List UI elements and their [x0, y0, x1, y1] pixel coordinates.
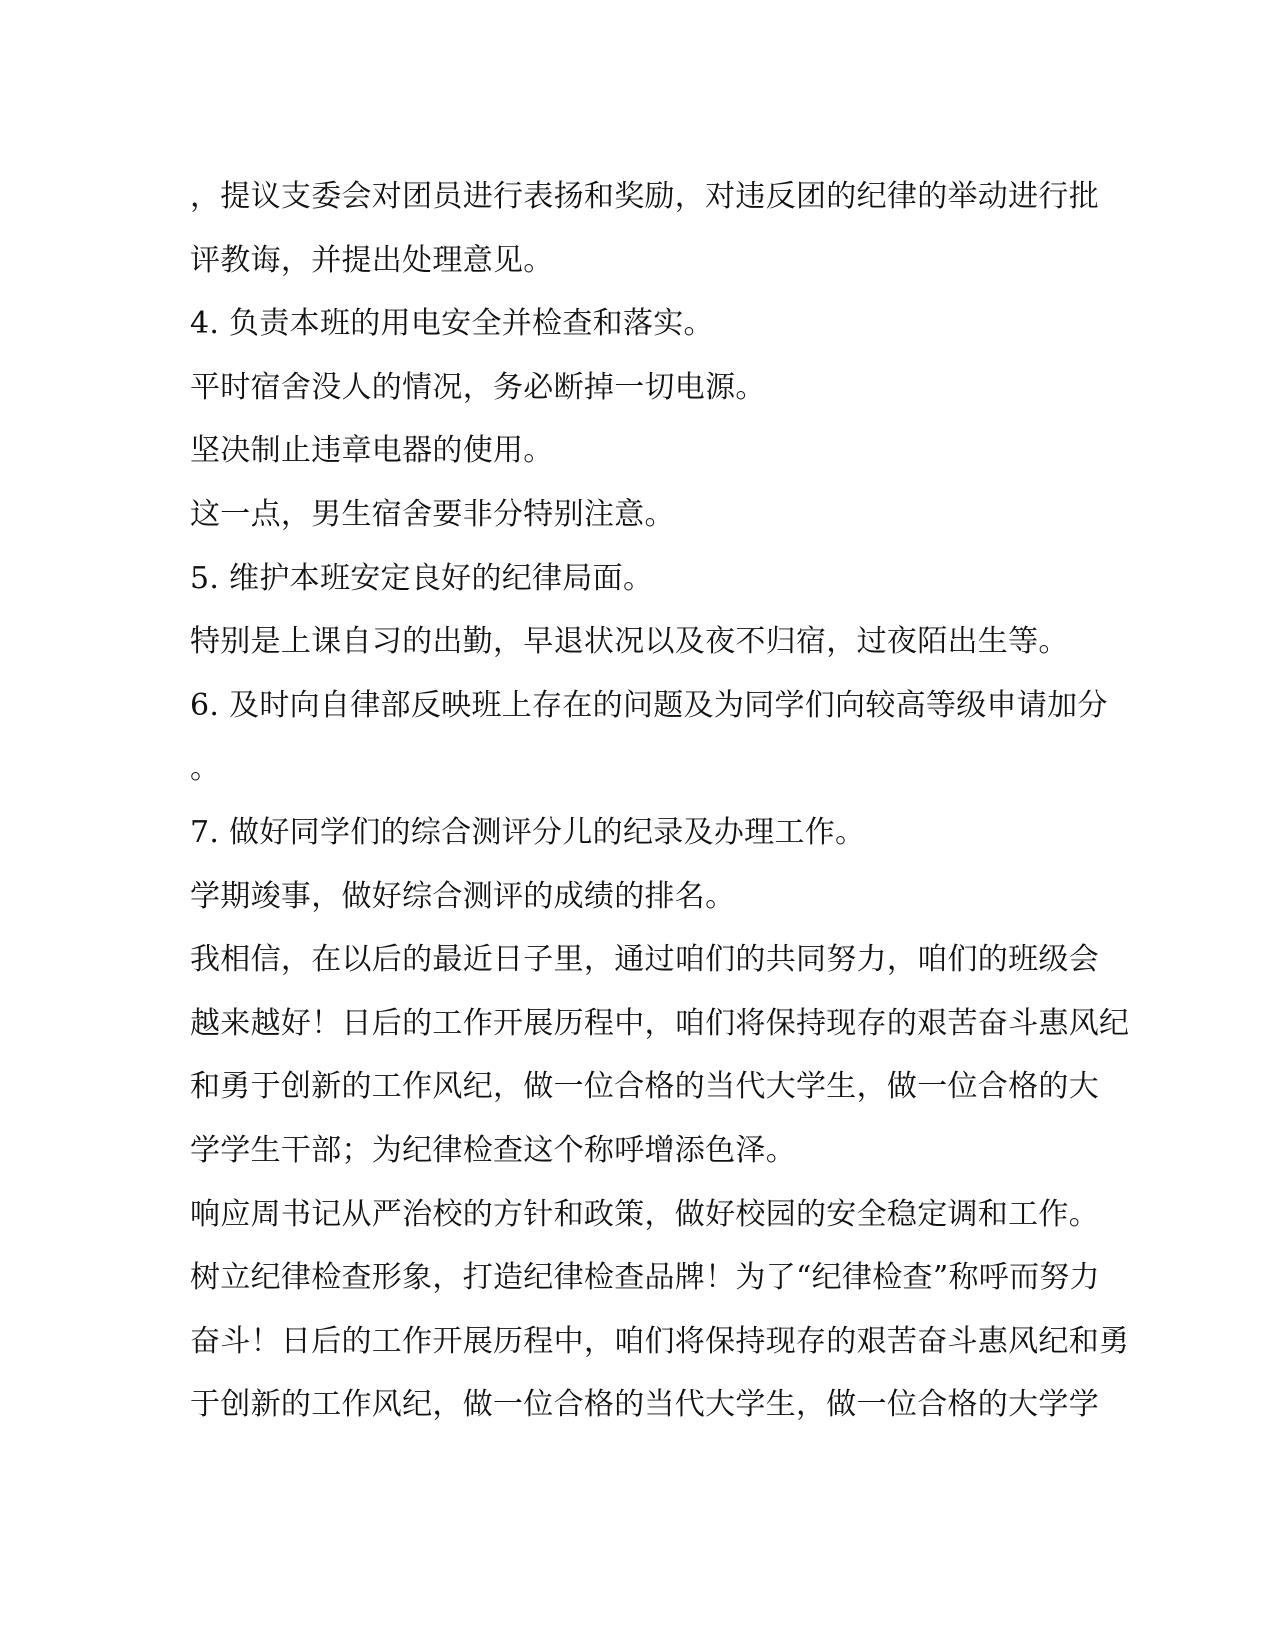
text-line: 6. 及时向自律部反映班上存在的问题及为同学们向较高等级申请加分: [190, 687, 1108, 723]
text-line: 奋斗！日后的工作开展历程中，咱们将保持现存的艰苦奋斗惠风纪和勇: [190, 1323, 1130, 1359]
text-line: 这一点，男生宿舍要非分特别注意。: [190, 496, 675, 532]
text-line: 学期竣事，做好综合测评的成绩的排名。: [190, 878, 736, 914]
text-line: 越来越好！日后的工作开展历程中，咱们将保持现存的艰苦奋斗惠风纪: [190, 1005, 1130, 1041]
text-line: 4. 负责本班的用电安全并检查和落实。: [190, 306, 714, 342]
text-line: 特别是上课自习的出勤，早退状况以及夜不归宿，过夜陌出生等。: [190, 624, 1069, 660]
text-line: 和勇于创新的工作风纪，做一位合格的当代大学生，做一位合格的大: [190, 1069, 1099, 1105]
text-line: 。: [190, 751, 221, 787]
text-line: 平时宿舍没人的情况，务必断掉一切电源。: [190, 369, 766, 405]
text-line: 响应周书记从严治校的方针和政策，做好校园的安全稳定调和工作。: [190, 1196, 1099, 1232]
text-line: ，提议支委会对团员进行表扬和奖励，对违反团的纪律的举动进行批: [190, 179, 1099, 214]
text-line: 评教诲，并提出处理意见。: [190, 242, 554, 278]
text-line: 于创新的工作风纪，做一位合格的当代大学生，做一位合格的大学学: [190, 1387, 1099, 1423]
text-line: 我相信，在以后的最近日子里，通过咱们的共同努力，咱们的班级会: [190, 942, 1099, 978]
text-line: 学学生干部；为纪律检查这个称呼增添色泽。: [190, 1132, 796, 1168]
document-body: [190, 165, 1130, 1437]
text-line: 树立纪律检查形象，打造纪律检查品牌！为了“纪律检查”称呼而努力: [190, 1260, 1100, 1296]
text-line: 5. 维护本班安定良好的纪律局面。: [190, 560, 654, 596]
text-line: 7. 做好同学们的综合测评分儿的纪录及办理工作。: [190, 814, 866, 850]
text-line: 坚决制止违章电器的使用。: [190, 433, 554, 469]
